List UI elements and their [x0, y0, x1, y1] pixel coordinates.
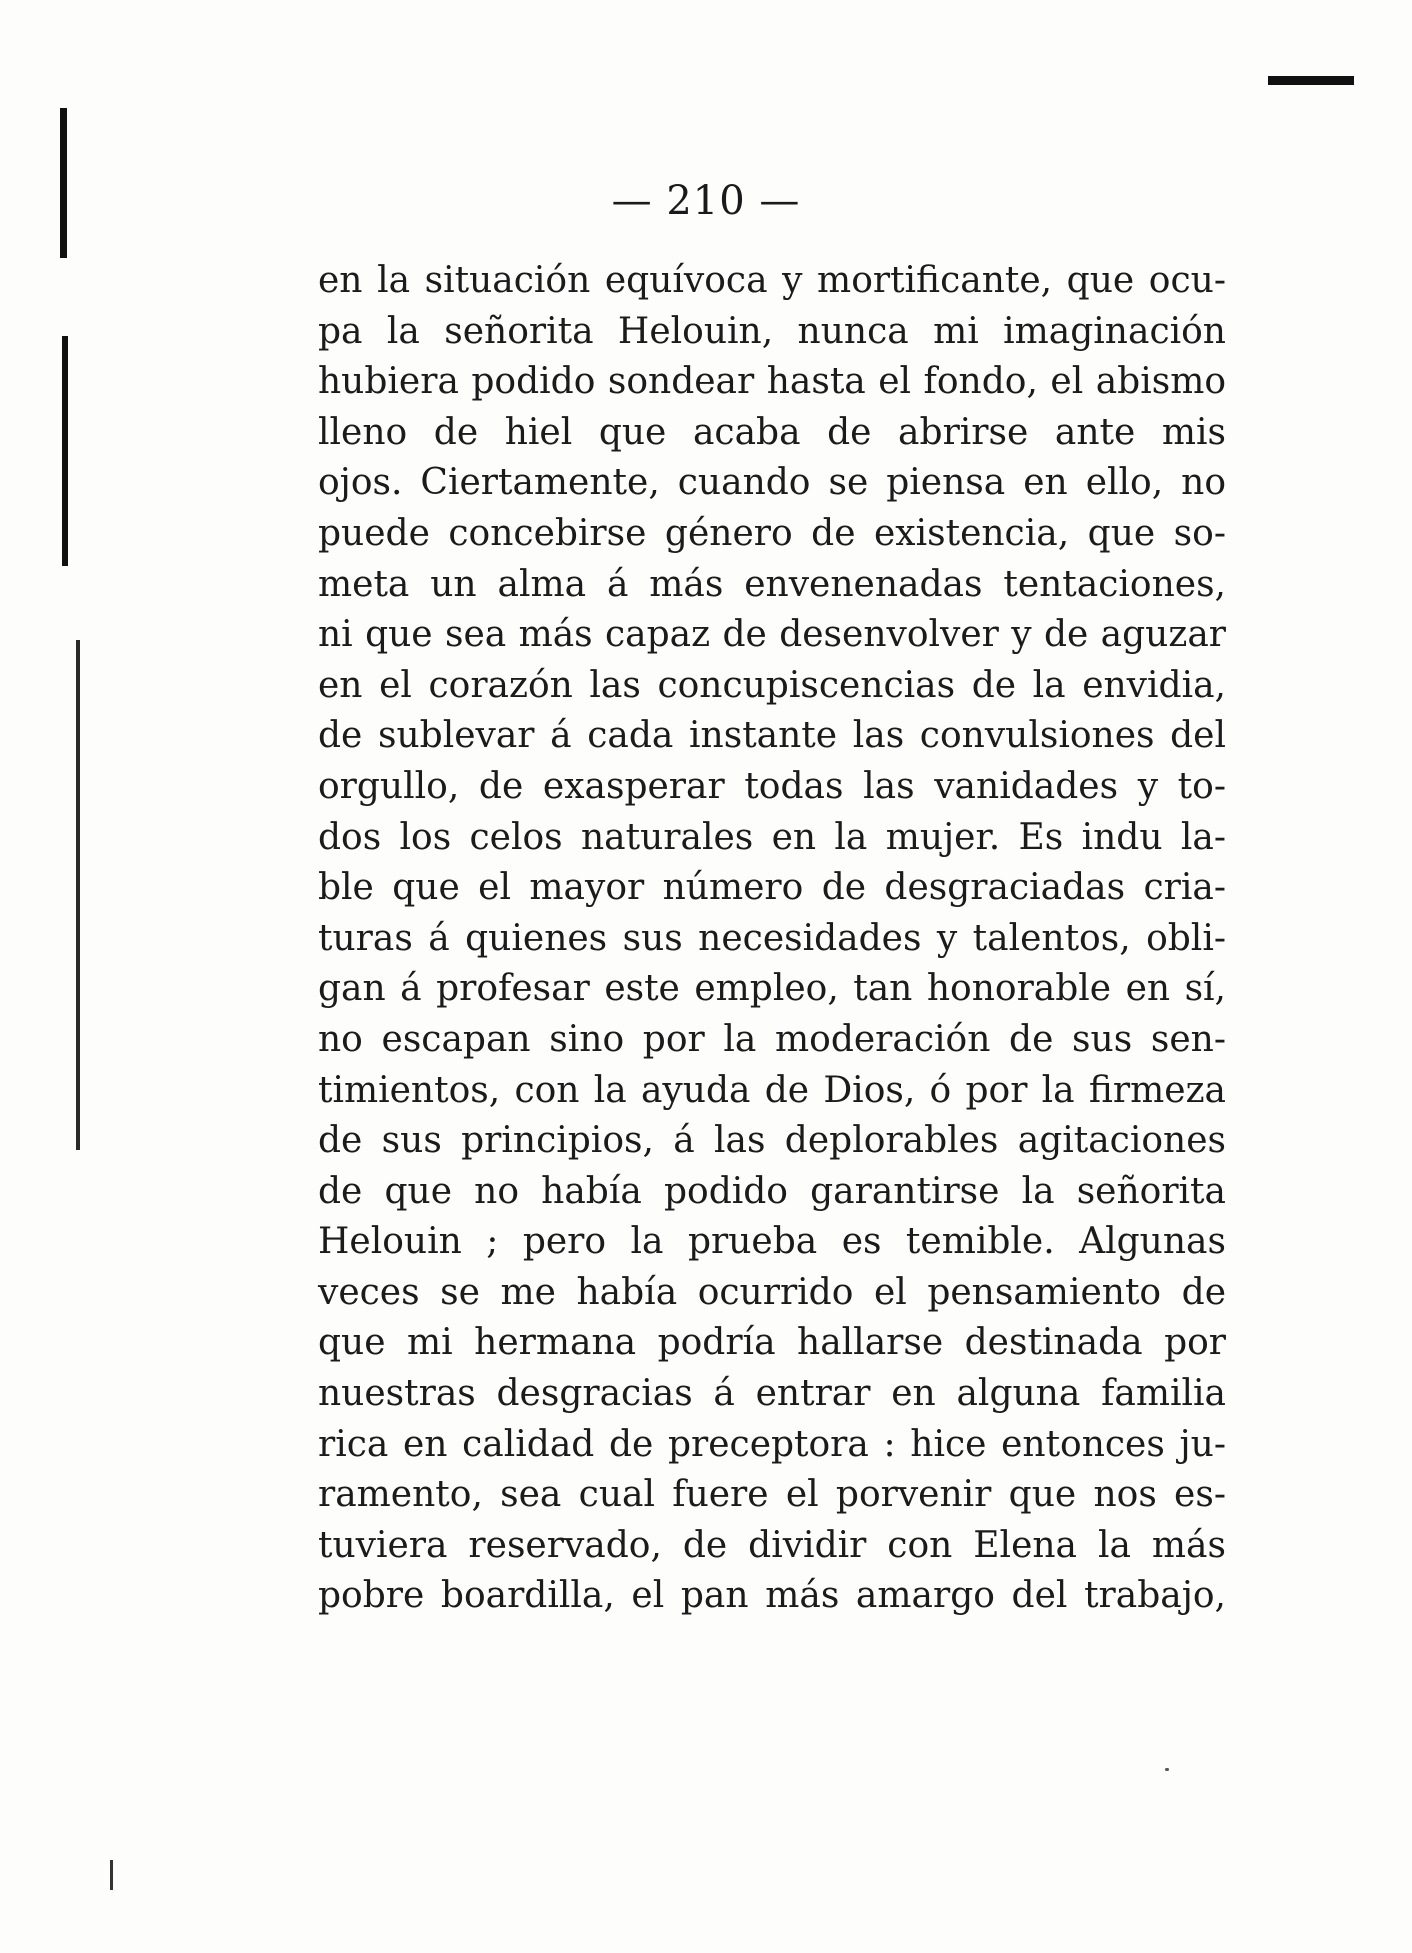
text-line: orgullo, de exasperar todas las vanidades y to-	[318, 765, 1226, 807]
text-line: gan á profesar este empleo, tan honorable en sí,	[318, 968, 1226, 1010]
text-line: veces se me había ocurrido el pensamiento de	[318, 1271, 1226, 1313]
text-line: ni que sea más capaz de desenvolver y de aguzar	[318, 614, 1226, 656]
text-line: ble que el mayor número de desgraciadas cria-	[318, 867, 1226, 909]
text-line: de sublevar á cada instante las convulsiones del	[318, 715, 1226, 757]
text-line: pa la señorita Helouin, nunca mi imaginación	[318, 310, 1226, 352]
text-line: no escapan sino por la moderación de sus sen-	[318, 1018, 1226, 1060]
body-text	[318, 256, 1226, 1622]
text-line: lleno de hiel que acaba de abrirse ante mis	[318, 411, 1226, 453]
text-line: meta un alma á más envenenadas tentaciones,	[318, 563, 1226, 605]
page-number: — 210 —	[611, 178, 801, 224]
text-line: pobre boardilla, el pan más amargo del trabajo,	[318, 1575, 1226, 1617]
text-line: dos los celos naturales en la mujer. Es indu la-	[318, 816, 1226, 858]
text-line: de sus principios, á las deplorables agitaciones	[318, 1120, 1226, 1162]
text-line: ramento, sea cual fuere el porvenir que nos es-	[318, 1474, 1226, 1516]
text-line: nuestras desgracias á entrar en alguna familia	[318, 1373, 1226, 1415]
text-line: puede concebirse género de existencia, que so-	[318, 512, 1226, 554]
text-line: de que no había podido garantirse la señorita	[318, 1170, 1226, 1212]
text-line: hubiera podido sondear hasta el fondo, el abismo	[318, 361, 1226, 403]
text-line: en la situación equívoca y mortificante, que ocu-	[318, 260, 1226, 301]
text-line: Helouin ; pero la prueba es temible. Algunas	[318, 1221, 1226, 1263]
text-line: tuviera reservado, de dividir con Elena la más	[318, 1524, 1226, 1566]
scan-binding-shadow	[76, 640, 80, 1150]
text-line: ojos. Ciertamente, cuando se piensa en ello, no	[318, 462, 1226, 504]
scan-edge-mark	[1268, 76, 1354, 85]
scan-binding-shadow	[110, 1860, 113, 1890]
text-line: timientos, con la ayuda de Dios, ó por la firmeza	[318, 1069, 1226, 1111]
text-line: rica en calidad de preceptora : hice entonces ju-	[318, 1423, 1226, 1465]
scan-speck	[1165, 1768, 1169, 1771]
scan-binding-shadow	[62, 336, 68, 566]
text-line: turas á quienes sus necesidades y talentos, obli-	[318, 917, 1226, 959]
text-line: en el corazón las concupiscencias de la envidia,	[318, 664, 1226, 706]
text-line: que mi hermana podría hallarse destinada por	[318, 1322, 1226, 1364]
